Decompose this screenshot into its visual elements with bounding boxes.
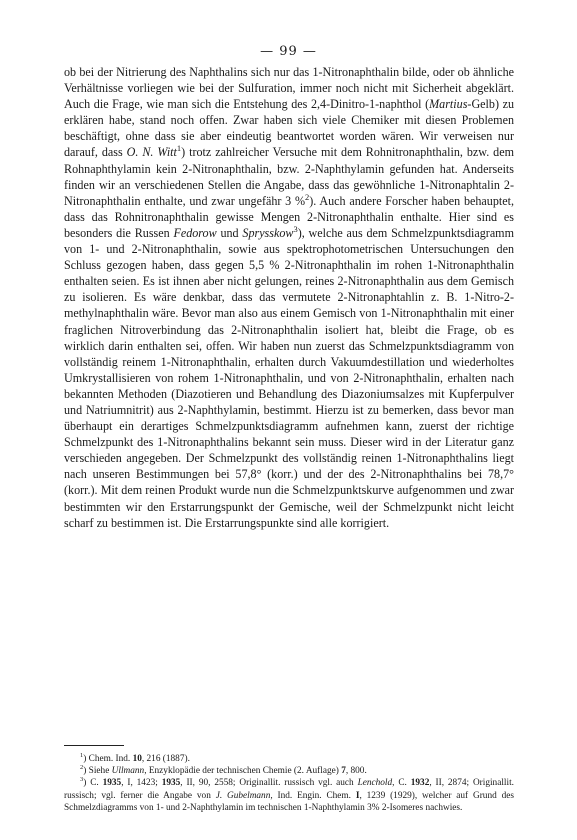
text-run: , 800. bbox=[345, 766, 367, 777]
footnote-2 bbox=[64, 765, 514, 777]
text-run: ) C. bbox=[83, 778, 103, 789]
footnote-divider bbox=[64, 745, 124, 746]
page-number: — 99 — bbox=[260, 44, 317, 59]
text-run: , Enzyklopädie der technischen Chemie (2. Auflage) bbox=[144, 766, 342, 777]
text-run: und bbox=[216, 225, 243, 240]
footnote-1 bbox=[64, 753, 514, 765]
italic-name: Lenchold bbox=[357, 778, 393, 789]
text-run: ) trotz zahlreicher Versuche mit dem Rohnitronaphthalin, bzw. dem Rohnaphthylamin kein 2-Nitronaphthalin, bzw. 2-Naphthylamin gefunden hat. Anderseits finden wir an verschiedenen Stellen die Angabe, dass das gewöhnliche 1-Nitronaphtalin 2-Nitronaphthalin enthalte, und zwar ungefähr 3 % bbox=[64, 145, 514, 208]
text-run: , I, 1423; bbox=[121, 778, 162, 789]
footnote-ref: 2 bbox=[305, 191, 310, 202]
footnote-mark: 2 bbox=[80, 764, 84, 772]
footnote-mark: 3 bbox=[80, 776, 84, 784]
text-run: ). Auch andere Forscher haben behauptet, dass das Rohnitronaphthalin gewisse Mengen 2-Nitronaphthalin enthalte. Hier sind es besonders die Russen bbox=[64, 193, 514, 240]
italic-name: Sprysskow bbox=[242, 225, 294, 240]
year-number: 1932 bbox=[410, 778, 430, 789]
footnotes bbox=[64, 753, 514, 814]
italic-name: J. Gubelmann bbox=[215, 790, 271, 801]
footnote-mark: 1 bbox=[80, 751, 84, 759]
text-run: ob bei der Nitrierung des Naphthalins sich nur das 1-Nitronaphthalin bilde, oder ob ähnliche Verhältnisse vorliegen wie bei der Sulfuration, immer noch nicht mit Sicherheit abgeklärt. Auch die Frage, wie man sich die Entstehung des 2,4-Dinitro-1-naphthol ( bbox=[64, 65, 514, 112]
text-run: ) Chem. Ind. bbox=[83, 754, 133, 764]
text-run: , 216 (1887). bbox=[141, 754, 190, 764]
italic-name: Ullmann bbox=[111, 766, 145, 777]
footnote-ref: 1 bbox=[176, 143, 182, 154]
italic-name: Fedorow bbox=[173, 225, 217, 240]
text-run: ), welche aus dem Schmelzpunktsdiagramm von 1- und 2-Nitronaphthalin, sowie aus spektrophotometrischen Untersuchungen den Schluss gezogen haben, dass gegen 5,5 % 2-Nitronaphthalin im rohen 1-Nitronaphthalin enthalten seien. Es ist ihnen aber nicht gelungen, reines 2-Nitronaphthalin aus dem Gemisch zu isolieren. Es wäre denkbar, dass das vermutete 2-Nitronaphtahlin z. B. 1-Nitro-2-methylnaphthalin wäre. Bevor man also aus einem Gemisch von 1-Nitronaphthalin mit einer fraglichen Nitroverbindung das 2-Nitronaphthalin isoliert hat, bleibt die Frage, ob es wirklich darin enthalten sei, offen. Wir haben nun zuerst das Schmelzpunktsdiagramm von vollständig reinem 1-Nitronaphthalin, erhalten durch Vakuumdestillation und wiederholtes Umkrystallisieren von rohem 1-Nitronaphthalin, und von 2-Nitronaphthalin, erhalten nach bekannten Methoden (Diazotieren und Behandlung des Diazoniumsalzes mit Kupferpulver und Natriumnitrit) aus 2-Naphthylamin, bestimmt. Hierzu ist zu bemerken, dass bevor man überhaupt ein derartiges Schmelzpunktsdiagramm aufnehmen kann, zuerst der richtige Schmelzpunkt des 1-Nitronaphthalins bekannt sein muss. Dieser wird in der Literatur ganz verschieden angegeben. Der Schmelzpunkt des vollständig reinen 1-Nitronaphthalins liegt nach unseren Bestimmungen bei 57,8° (korr.) und der des 2-Nitronaphthalins bei 78,7° (korr.). Mit dem reinen Produkt wurde nun die Schmelzpunktskurve aufgenommen und zwar bestimmten wir den Erstarrungspunkt der Gemische, weil der Schmelzpunkt nicht leicht scharf zu bestimmen ist. Die Erstarrungspunkte sind alle korrigiert. bbox=[64, 225, 514, 530]
text-run: ) Siehe bbox=[83, 766, 112, 777]
volume-number: 7 bbox=[341, 766, 346, 777]
year-number: 1935 bbox=[102, 778, 122, 789]
year-number: 1935 bbox=[161, 778, 181, 789]
footnote-3 bbox=[64, 777, 514, 814]
volume-number: 10 bbox=[132, 754, 142, 764]
body-text bbox=[64, 64, 514, 531]
text-run: , II, 2874; Originallit. russisch; vgl. ferner die Angabe von bbox=[64, 778, 514, 801]
text-run: , C. bbox=[392, 778, 411, 789]
text-run: , II, 90, 2558; Originallit. russisch vgl. auch bbox=[180, 778, 358, 789]
text-run: , 1239 (1929), welcher auf Grund des Schmelzdiagramms von 1- und 2-Naphthylamin im technischen 1-Naphthylamin 3% 2-Isomeres nachwies. bbox=[64, 790, 514, 813]
text-run: -Gelb) zu erklären habe, stand noch offen. Zwar haben sich viele Chemiker mit diesen Problemen beschäftigt, ohne dass sie aber eindeutig beantwortet worden wären. Wir verweisen nur darauf, dass bbox=[64, 97, 514, 160]
paragraph bbox=[64, 64, 514, 531]
italic-name: O. N. Witt bbox=[126, 145, 177, 160]
italic-name: Martius bbox=[429, 97, 468, 112]
text-run: , Ind. Engin. Chem. bbox=[270, 790, 356, 801]
volume-number: I bbox=[355, 790, 360, 801]
footnote-ref: 3 bbox=[293, 223, 298, 234]
